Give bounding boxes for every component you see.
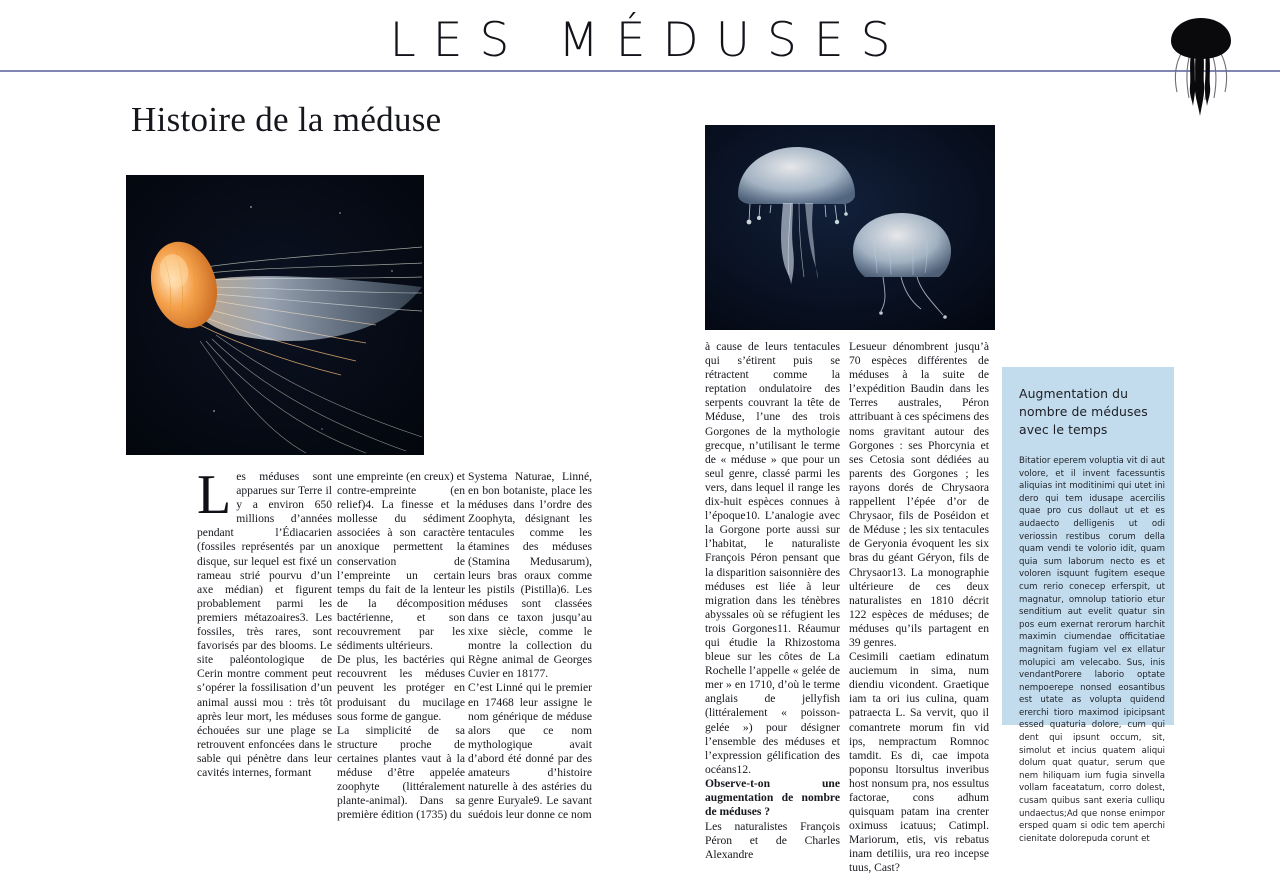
paragraph: Cesimili caetiam edinatum auciemum in sima, num diendiu vicondent. Graetique iam ta ori ius culina, quam patraecta L. Sa vervit, quo il comantrete morum fin vid ips, nempractum Romnoc tamdit. Es di, cae impota poponsu ltorsultus inveribus host nonsum pra, nos essultus factorae, cons adhum quisquam patam ina crenter oximuss icatuus; Catimpl. Mariorum, etis, vis rebatus inam detiliis, ura reo incepse tuus, Cast? <box>849 650 989 875</box>
paragraph: à cause de leurs tentacules qui s’étirent puis se rétractent comme la reptation ondulatoire des serpents couvrant la tête de Méduse, l’une des trois Gorgones de la mythologie grecque, n’utilisant le terme de « méduse » que pour un seul genre, classé parmi les vers, dans lequel il range les dix-huit espèces connues à l’époque10. L’analogie avec la Gorgone porte aussi sur l’habitat, le naturaliste François Péron pensant que la disparition saisonnière des méduses est liée à leur migration dans les ténèbres abyssales où se réfugient les trois Gorgones11. Réaumur qui étudie la Rhizostoma bleue sur les côtes de La Rochelle l’appelle « gelée de mer » en 1710, d’où le terme anglais de jellyfish (littéralement « poisson-gelée ») pour désigner l’ensemble des méduses et l’expression gélification des océans12. <box>705 340 840 776</box>
body-column-4 <box>705 340 840 862</box>
header-divider <box>0 70 1280 72</box>
paragraph: une empreinte (en creux) et contre-empreinte (en relief)4. La finesse et la mollesse du sédiment associées à son caractère anoxique permettent la conservation de l’empreinte un certain temps du fait de la lenteur de la décomposition bactérienne, et son recouvrement par les sédiments ultérieurs. <box>337 470 465 653</box>
body-column-3 <box>468 470 592 822</box>
orange-jellyfish-photo <box>126 175 424 455</box>
sidebar-panel <box>1002 367 1174 844</box>
body-column-2 <box>337 470 465 822</box>
body-column-1 <box>197 464 332 780</box>
paragraph: C’est Linné qui le premier en 17468 leur assigne le nom générique de méduse alors que ce nom mythologique avait d’abord été donné par des amateurs d’histoire naturelle à des astéries du genre Euryale9. Le savant suédois leur donne ce nom <box>468 681 592 822</box>
paragraph: Systema Naturae, Linné, en bon botaniste, place les méduses dans l’ordre des Zoophyta, désignant les tentacules comme les étamines des méduses (Stamina Medusarum), leurs bras oraux comme les pistils (Pistilla)6. Les méduses sont classées dans ce taxon jusqu’au xixe siècle, comme le montre la collection du Règne animal de Georges Cuvier en 18177. <box>468 470 592 681</box>
article-headline: Histoire de la méduse <box>131 100 442 139</box>
sidebar-body-text: Bitatior eperem voluptia vit di aut volore, et il invent facessuntis aliquias int moditinimi qui utet ini dero qui tem idusape acercilis quae pro cus dollaut ut et es audaecto delligenis ut odi veriossin restibus corum della quam vendi te volorio idit, quam quia sum laborum necto es et voloren isquunt fugitem eseque cum rerio conecep erferspit, ut magnatur, omnolup tatiorio etur senditium aut evelit quatur sin pos eum exernat rerorum harchit maximin ciumendae officitatiae magnitam fugiam vel ex ellatur molupici am velecabo. Sus, inis vendantPorere laborio optate nempoerepe nonsed eosantibus est utate as volupta quidend ererchi tioro maximod ipicipsant essed quaturia dolore, cum qui dent qui ipsunt occum, sit, simolut et incius quatem aliqui dolum quat quatur, serum que nem hiliquam ium fugia sinvella vollam faceatatum, corro dolest, cusam quibus sant exeria culliqu undaectus;Ad que nonse enimpor ersped quam si odic tem aperchi cienitate dolorepuda corunt et <box>1019 456 1165 844</box>
paragraph: Lesueur dénombrent jusqu’à 70 espèces différentes de méduses à la suite de l’expédition Baudin dans les Terres australes, Péron attribuant à ces spécimens des noms gravitant autour des Gorgones : ses Phorcynia et ses Cetosia sont dédiées au parents des Gorgones ; les rayons dorés de Chrysaora rappellent l’épée d’or de Chrysaor, fils de Poséidon et de Méduse ; les six tentacules de Geryonia évoquent les six bras du géant Géryon, fils de Chrysaor13. La monographie ultérieure de ces deux naturalistes en 1810 décrit 122 espèces de méduses; de méduses qu’ils partagent en 39 genres. <box>849 340 989 649</box>
paragraph: Les naturalistes François Péron et de Charles Alexandre <box>705 819 840 861</box>
masthead <box>0 0 1280 72</box>
body-column-5 <box>849 340 989 876</box>
section-subheading: Observe-t-on une augmentation de nombre de méduses ? <box>705 776 840 819</box>
paragraph: es méduses sont apparues sur Terre il y a environ 650 millions d’années pendant l’Édiacarien (fossiles représentés par un disque, sur lequel est fixé un rameau strié pourvu d’un axe médian) et figurent probablement parmi les premiers métazoaires3. Les fossiles, très rares, sont favorisés par des blooms. Le site paléontologique de Cerin montre comment peut s’opérer la fossilisation d’un animal aussi mou : très tôt après leur mort, les méduses échouées sur une plage se retrouvent enfoncées dans le sable qui pénètre dans leur cavités internes, formant <box>197 470 332 779</box>
page-title: LES MÉDUSES <box>389 13 908 68</box>
jellyfish-icon <box>1162 12 1240 120</box>
two-white-jellyfish-photo <box>705 125 995 330</box>
paragraph: De plus, les bactéries qui recouvrent les méduses peuvent les protéger en produisant du mucilage sous forme de gangue. <box>337 653 465 723</box>
sidebar-title: Augmentation du nombre de méduses avec le temps <box>1019 386 1148 437</box>
drop-cap: L <box>197 464 232 526</box>
paragraph: La simplicité de sa structure proche de certaines plantes vaut à la méduse d’être appelée zoophyte (littéralement plante-animal). Dans sa première édition (1735) du <box>337 723 465 822</box>
